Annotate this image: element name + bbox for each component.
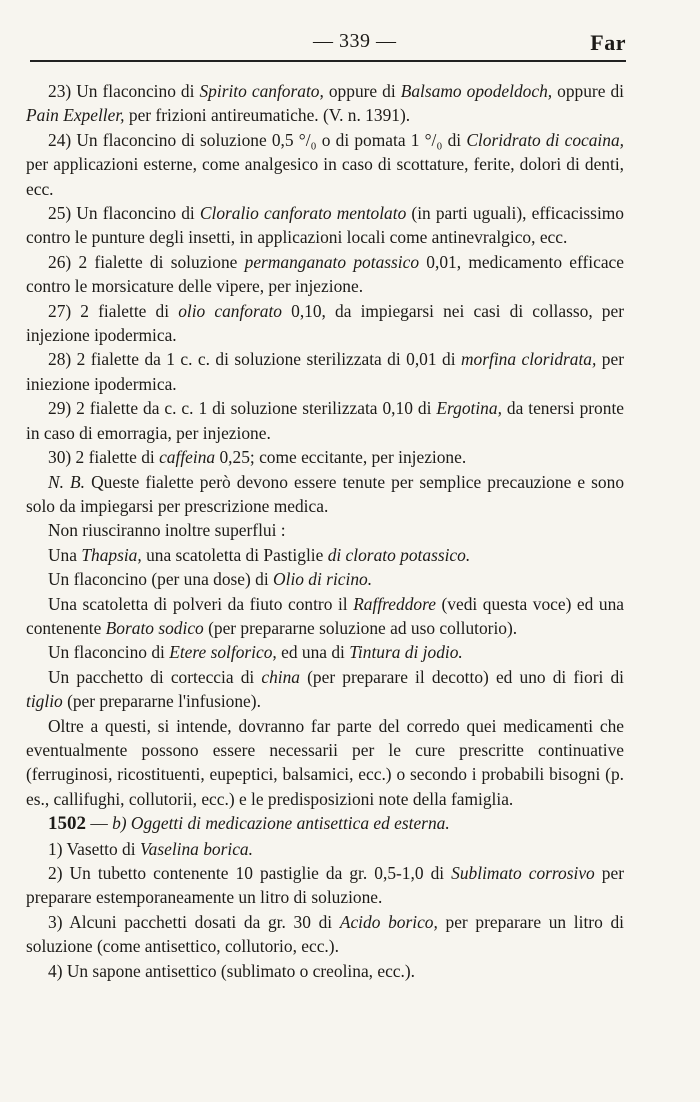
section-title: b) Oggetti di medicazione antisettica ed esterna. <box>112 813 450 834</box>
section-heading: 1502 — b) Oggetti di medicazione antisettica ed esterna. <box>48 813 450 835</box>
list-item-30: 30) 2 fialette di caffeina 0,25; come eccitante, per injezione. <box>48 447 467 468</box>
extra-item: Un flaconcino (per una dose) di Olio di ricino. <box>48 569 373 590</box>
list-item-29: 29) 2 fialette da c. c. 1 di soluzione sterilizzata 0,10 di Ergotina, da tenersi pronte in caso di emorragia, per injezione. <box>26 398 624 443</box>
section-item: 3) Alcuni pacchetti dosati da gr. 30 di Acido borico, per preparare un litro di soluzione (come antisettico, collutorio, ecc.). <box>26 911 624 957</box>
page-header <box>30 30 626 62</box>
extra-item: Una Thapsia, una scatoletta di Pastiglie di clorato potassico. <box>48 544 471 565</box>
section-number: 1502 <box>48 813 86 835</box>
section-item: 2) Un tubetto contenente 10 pastiglie da gr. 0,5-1,0 di Sublimato corrosivo per preparare estemporaneamente un litro di soluzione. <box>26 863 624 908</box>
running-head: Far <box>590 30 626 55</box>
list-item-26: 26) 2 fialette di soluzione permanganato potassico 0,01, medicamento efficace contro le morsicature delle vipere, per injezione. <box>26 251 624 297</box>
list-item-24: 24) Un flaconcino di soluzione 0,5 °/₀ o di pomata 1 °/₀ di Cloridrato di cocaina, per applicazioni esterne, come analgesico in caso di scottature, ferite, dolori di denti, ecc. <box>26 129 624 199</box>
extras-intro: Non riusciranno inoltre superflui : <box>48 520 286 541</box>
list-item-28: 28) 2 fialette da 1 c. c. di soluzione sterilizzata di 0,01 di morfina cloridrata, per iniezione ipodermica. <box>26 349 624 394</box>
list-item-23: 23) Un flaconcino di Spirito canforato, oppure di Balsamo opodeldoch, oppure di Pain Expeller, per frizioni antireumatiche. (V. n. 1391). <box>26 81 624 126</box>
page-number: — 339 — <box>313 30 397 52</box>
section-item: 1) Vasetto di Vaselina borica. <box>48 838 253 859</box>
body-text <box>26 79 624 983</box>
list-item-27: 27) 2 fialette di olio canforato 0,10, da impiegarsi nei casi di collasso, per injezione ipodermica. <box>26 300 624 346</box>
section-item: 4) Un sapone antisettico (sublimato o creolina, ecc.). <box>48 960 416 981</box>
extra-item: Un pacchetto di corteccia di china (per preparare il decotto) ed uno di fiori di tiglio (per prepararne l'infusione). <box>26 666 624 712</box>
note-paragraph: N. B. Queste fialette però devono essere tenute per semplice precauzione e sono solo da impiegarsi per prescrizione medica. <box>26 471 625 516</box>
list-item-25: 25) Un flaconcino di Cloralio canforato mentolato (in parti uguali), efficacissimo contro le punture degli insetti, in applicazioni locali come antinevralgico, ecc. <box>26 203 624 248</box>
extra-item: Un flaconcino di Etere solforico, ed una di Tintura di jodio. <box>48 642 463 663</box>
closing-paragraph: Oltre a questi, si intende, dovranno far parte del corredo quei medicamenti che eventualmente possono essere necessarii per le cure prescritte continuative (ferruginosi, ricostituenti, eupeptici, balsamici, ecc.) o secondo i probabili bisogni (p. es., callifughi, collutorii, ecc.) e le predisposizioni note della famiglia. <box>26 715 624 809</box>
extra-item: Una scatoletta di polveri da fiuto contro il Raffreddore (vedi questa voce) ed una contenente Borato sodico (per prepararne soluzione ad uso collutorio). <box>26 593 624 638</box>
